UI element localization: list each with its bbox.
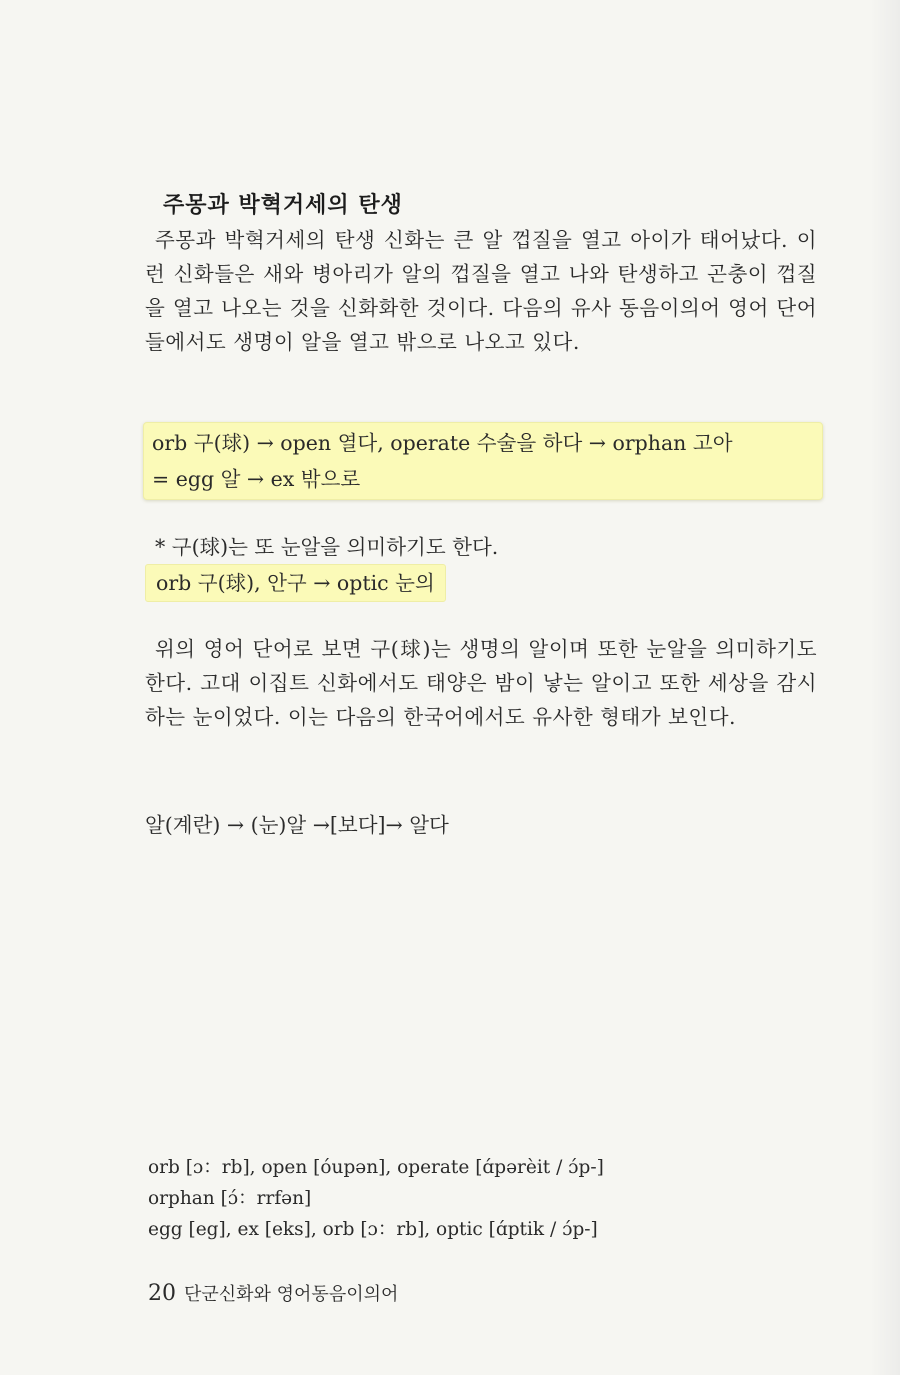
page-edge: [870, 0, 900, 1375]
page-footer: [148, 1280, 398, 1306]
section-heading: 주몽과 박혁거세의 탄생: [163, 193, 403, 218]
pronunciation-line: egg [eg], ex [eks], orb [ɔ：rb], optic [ɑ́ptik / ɔ́p-]: [148, 1219, 598, 1240]
body-paragraph-1: 주몽과 박혁거세의 탄생 신화는 큰 알 껍질을 열고 아이가 태어났다. 이런 신화들은 새와 병아리가 알의 껍질을 열고 나와 탄생하고 곤충이 껍질을 열고 나오는 것을 신화화한 것이다. 다음의 유사 동음이의어 영어 단어들에서도 생명이 알을 열고 밖으로 나오고 있다.: [145, 228, 817, 354]
body-paragraph-2: 위의 영어 단어로 보면 구(球)는 생명의 알이며 또한 눈알을 의미하기도 한다. 고대 이집트 신화에서도 태양은 밤이 낳는 알이고 또한 세상을 감시하는 눈이었다. 이는 다음의 한국어에서도 유사한 형태가 보인다.: [145, 637, 817, 729]
pronunciation-list: [148, 1152, 604, 1245]
word-chain-line-1: orb 구(球) → open 열다, operate 수술을 하다 → orphan 고아: [152, 431, 733, 455]
word-chain-line-2: = egg 알 → ex 밖으로: [152, 467, 361, 491]
korean-word-chain: 알(계란) → (눈)알 →[보다]→ 알다: [145, 813, 449, 837]
word-chain-box: [143, 422, 823, 500]
highlighted-word-chain: orb 구(球), 안구 → optic 눈의: [145, 564, 446, 602]
footnote-remark: * 구(球)는 또 눈알을 의미하기도 한다.: [155, 535, 499, 559]
pronunciation-line: orb [ɔ：rb], open [óupən], operate [ɑ́pərèit / ɔ́p-]: [148, 1157, 604, 1178]
book-title: 단군신화와 영어동음이의어: [184, 1284, 399, 1305]
page-number: 20: [148, 1281, 176, 1306]
pronunciation-line: orphan [ɔ́：rrfən]: [148, 1188, 312, 1209]
